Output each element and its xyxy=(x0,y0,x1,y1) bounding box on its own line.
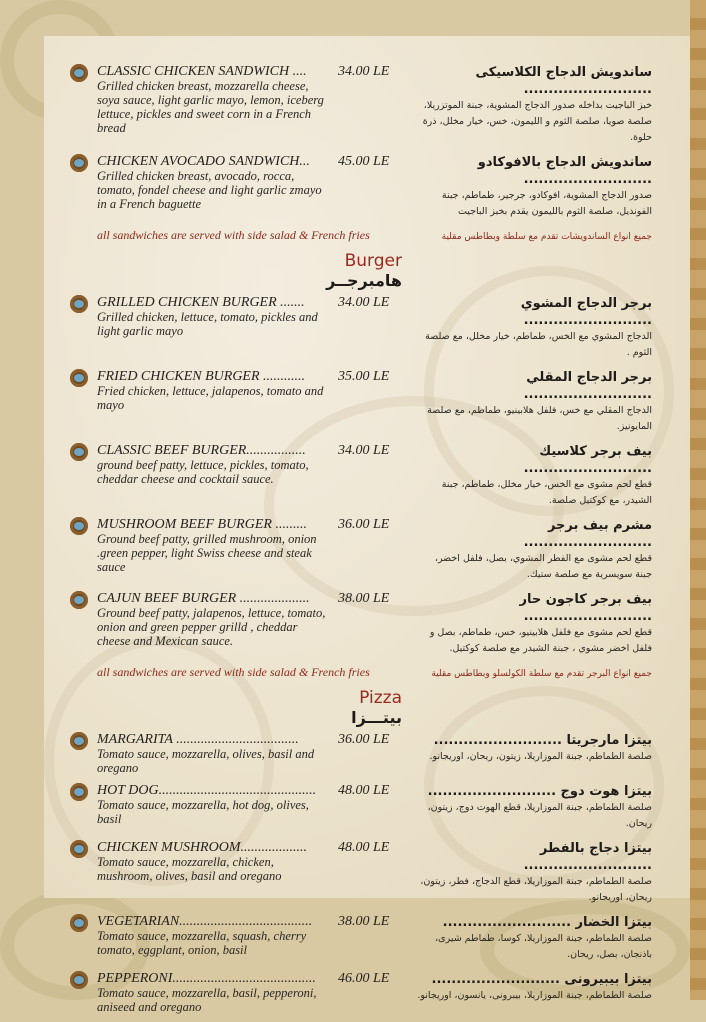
item-description-ar: قطع لحم مشوى مع الفطر المشوي، بصل، فلفل اخضر، جبنة سويسرية مع صلصة ستيك. xyxy=(434,553,652,580)
item-name-ar: بيف برجر كلاسيك .......................... xyxy=(523,444,652,476)
burger-section-title: Burger xyxy=(344,251,402,271)
menu-bullet-icon xyxy=(70,971,88,989)
item-description-ar: الدجاج المشوي مع الخس، طماطم، خيار مخلل، مع صلصة الثوم . xyxy=(425,331,652,358)
burger-section-header xyxy=(70,251,402,291)
pizza-section-title-ar: بيتـــزا xyxy=(351,708,402,727)
item-description-ar: صلصة الطماطم، جبنة الموزاريلا، بيبرونى، يانسون، اوريجانو. xyxy=(417,990,652,1001)
item-english xyxy=(70,443,332,486)
item-arabic xyxy=(410,369,652,435)
item-name: VEGETARIAN...................................... xyxy=(97,914,313,929)
item-price: 35.00 LE xyxy=(338,369,390,384)
item-english xyxy=(70,154,332,211)
item-price: 34.00 LE xyxy=(338,295,390,310)
menu-item xyxy=(70,732,652,775)
item-arabic xyxy=(410,295,652,361)
menu-item xyxy=(70,971,652,1014)
item-name-ar: بيتزا هوت دوج .......................... xyxy=(427,784,652,799)
item-name: FRIED CHICKEN BURGER ............ xyxy=(97,369,306,384)
item-description-ar: قطع لحم مشوى مع الخس، خيار مخلل، طماطم، جبنة الشيدر، مع كوكتيل صلصة. xyxy=(441,479,652,506)
item-arabic xyxy=(410,64,652,146)
item-price: 38.00 LE xyxy=(338,914,390,929)
item-description-ar: صدور الدجاج المشوية، افوكادو، جرجير، طماطم، جبنة الفونديل، صلصة الثوم بالليمون يقدم بخبز الباجيت xyxy=(441,190,652,217)
item-description-ar: قطع لحم مشوى مع فلفل هلابينيو، خس، طماطم، بصل و فلفل اخضر مشوي ، جبنة الشيدر مع صلصة كوكتيل. xyxy=(429,627,652,654)
item-name-ar: برجر الدجاج المقلي .......................... xyxy=(523,370,652,402)
item-price: 34.00 LE xyxy=(338,443,390,458)
item-english xyxy=(70,732,332,775)
item-name-ar: بيتزا مارجريتا .......................... xyxy=(433,733,652,748)
item-name: CAJUN BEEF BURGER .................... xyxy=(97,591,310,606)
item-name: CLASSIC CHICKEN SANDWICH .... xyxy=(97,64,307,79)
item-price: 34.00 LE xyxy=(338,64,390,79)
pizza-section-header xyxy=(70,688,402,728)
item-description: Grilled chicken, lettuce, tomato, pickles and light garlic mayo xyxy=(97,310,318,338)
item-price: 48.00 LE xyxy=(338,783,390,798)
item-arabic xyxy=(410,840,652,906)
item-name-ar: بيف برجر كاجون حار .......................... xyxy=(519,592,652,624)
item-description: Tomato sauce, mozzarella, squash, cherry tomato, eggplant, onion, basil xyxy=(97,929,307,957)
item-name: CLASSIC BEEF BURGER................. xyxy=(97,443,306,458)
menu-bullet-icon xyxy=(70,369,88,387)
menu-content xyxy=(70,64,652,1022)
item-name: HOT DOG............................................. xyxy=(97,783,317,798)
pizza-list xyxy=(70,732,652,1014)
menu-bullet-icon xyxy=(70,914,88,932)
item-name-ar: بيتزا دجاج بالفطر .......................... xyxy=(523,841,652,873)
item-arabic xyxy=(410,914,652,963)
menu-item xyxy=(70,443,652,509)
item-name: CHICKEN AVOCADO SANDWICH... xyxy=(97,154,310,169)
item-arabic xyxy=(410,154,652,220)
burger-list xyxy=(70,295,652,657)
menu-bullet-icon xyxy=(70,443,88,461)
item-english xyxy=(70,591,332,648)
item-description-ar: صلصة الطماطم، جبنة الموزاريلا، قطع الدجاج، فطر، زيتون، ريحان، اوريجانو. xyxy=(420,876,652,903)
menu-item xyxy=(70,369,652,435)
item-description: Ground beef patty, grilled mushroom, onion .green pepper, light Swiss cheese and steak sauce xyxy=(97,532,317,574)
item-arabic xyxy=(410,517,652,583)
item-price: 38.00 LE xyxy=(338,591,390,606)
item-name: MUSHROOM BEEF BURGER ......... xyxy=(97,517,307,532)
item-english xyxy=(70,517,332,574)
item-price: 48.00 LE xyxy=(338,840,390,855)
item-english xyxy=(70,971,332,1014)
item-name: PEPPERONI......................................... xyxy=(97,971,316,986)
item-description: Tomato sauce, mozzarella, basil, pepperoni, aniseed and oregano xyxy=(97,986,317,1014)
item-description-ar: صلصة الطماطم، جبنة الموزاريلا، كوسا، طماطم شيرى، باذنجان، بصل، ريحان. xyxy=(435,933,652,960)
item-price: 36.00 LE xyxy=(338,517,390,532)
menu-item xyxy=(70,295,652,361)
item-arabic xyxy=(410,443,652,509)
item-name-ar: ساندويش الدجاج بالافوكادو .......................... xyxy=(477,155,652,187)
item-arabic xyxy=(410,732,652,765)
sandwich-note-ar: جميع انواع الساندويشات تقدم مع سلطة وبطاطس مقلية xyxy=(441,232,652,242)
menu-bullet-icon xyxy=(70,154,88,172)
menu-bullet-icon xyxy=(70,732,88,750)
item-price: 45.00 LE xyxy=(338,154,390,169)
sandwich-list xyxy=(70,64,652,220)
item-name: GRILLED CHICKEN BURGER ....... xyxy=(97,295,305,310)
item-name-ar: بيتزا الخضار .......................... xyxy=(442,915,652,930)
burger-section-title-ar: هامبرجــر xyxy=(326,271,402,290)
item-english xyxy=(70,369,332,412)
item-arabic xyxy=(410,971,652,1004)
item-description-ar: خبز الباجيت بداخله صدور الدجاج المشوية، جبنة الموتزريلا، صلصة صويا، صلصة الثوم و الليمون، خس، خيار مخلل، ذرة حلوة. xyxy=(422,100,652,143)
item-name: CHICKEN MUSHROOM................... xyxy=(97,840,307,855)
item-price: 36.00 LE xyxy=(338,732,390,747)
item-description: Ground beef patty, jalapenos, lettuce, tomato, onion and green pepper grilld , cheddar cheese and Mexican sauce. xyxy=(97,606,326,648)
item-name-ar: ساندويش الدجاج الكلاسيكى .......................... xyxy=(475,65,652,97)
item-description: Tomato sauce, mozzarella, hot dog, olives, basil xyxy=(97,798,309,826)
item-description: Tomato sauce, mozzarella, olives, basil and oregano xyxy=(97,747,315,775)
item-description: Tomato sauce, mozzarella, chicken, mushroom, olives, basil and oregano xyxy=(97,855,282,883)
item-description: ground beef patty, lettuce, pickles, tomato, cheddar cheese and cocktail sauce. xyxy=(97,458,309,486)
menu-item xyxy=(70,154,652,220)
menu-item xyxy=(70,517,652,583)
item-name-ar: برجر الدجاج المشوي .......................... xyxy=(520,296,652,328)
item-english xyxy=(70,295,332,338)
item-description-ar: صلصة الطماطم، جبنة الموزاريلا، قطع الهوت دوج، زيتون، ريحان. xyxy=(427,802,652,829)
menu-item xyxy=(70,914,652,963)
item-english xyxy=(70,914,332,957)
sandwich-note-en: all sandwiches are served with side salad & French fries xyxy=(97,228,370,242)
menu-bullet-icon xyxy=(70,295,88,313)
item-english xyxy=(70,783,332,826)
menu-item xyxy=(70,591,652,657)
item-description: Grilled chicken breast, avocado, rocca, tomato, fondel cheese and light garlic zmayo in a French baguette xyxy=(97,169,322,211)
menu-item xyxy=(70,783,652,832)
item-arabic xyxy=(410,591,652,657)
menu-item xyxy=(70,64,652,146)
decorative-border xyxy=(690,0,706,1000)
item-english xyxy=(70,64,332,135)
menu-bullet-icon xyxy=(70,64,88,82)
menu-item xyxy=(70,840,652,906)
item-name-ar: مشرم بيف برجر .......................... xyxy=(523,518,652,550)
item-description-ar: صلصة الطماطم، جبنة الموزاريلا، زيتون، ريحان، اوريجانو. xyxy=(429,751,652,762)
item-arabic xyxy=(410,783,652,832)
item-price: 46.00 LE xyxy=(338,971,390,986)
item-english xyxy=(70,840,332,883)
item-description: Grilled chicken breast, mozzarella cheese, soya sauce, light garlic mayo, lemon, iceberg lettuce, pickles and sweet corn in a French bread xyxy=(97,79,324,135)
burger-note-en: all sandwiches are served with side salad & French fries xyxy=(97,665,370,679)
item-description: Fried chicken, lettuce, jalapenos, tomato and mayo xyxy=(97,384,324,412)
menu-bullet-icon xyxy=(70,591,88,609)
menu-bullet-icon xyxy=(70,783,88,801)
burger-note-ar: جميع انواع البرجر تقدم مع سلطة الكولسلو وبطاطس مقلية xyxy=(431,669,652,679)
sandwich-note xyxy=(70,228,652,243)
item-name-ar: بيتزا بيبيرونى .......................... xyxy=(431,972,652,987)
item-name: MARGARITA ................................... xyxy=(97,732,299,747)
menu-bullet-icon xyxy=(70,517,88,535)
burger-note xyxy=(70,665,652,680)
item-description-ar: الدجاج المقلي مع خس، فلفل هلابينيو، طماطم، مع صلصة المايونيز. xyxy=(427,405,652,432)
menu-bullet-icon xyxy=(70,840,88,858)
pizza-section-title: Pizza xyxy=(359,688,402,708)
